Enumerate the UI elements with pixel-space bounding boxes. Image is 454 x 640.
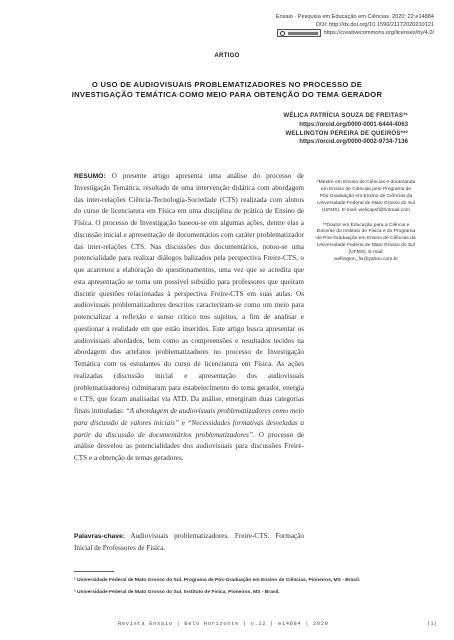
category-two: “Necessidades formativas desveladas a partir da discussão de documentários problematizadores”: [74, 418, 304, 439]
journal-citation: Ensaio · Pesquisa em Educação em Ciências. 2020; 22:e14884: [275, 14, 434, 20]
author-note-1: *Mestre em Ensino de Ciências e doutoranda em Ensino de Ciências pelo Programa de Pós-Graduação em Ensino de Ciências da Universidade Federal de Mato Grosso do Sul (UFMS). E-mail: welicapsf@hotmail.com: [316, 180, 416, 213]
abstract-label: RESUMO:: [74, 173, 106, 180]
section-label: ARTIGO: [214, 52, 240, 59]
category-one: “A abordagem de audiovisuais problematizadores como meio para discussão de valores iniciais”: [74, 407, 304, 427]
keywords: [74, 531, 304, 555]
journal-header: [276, 13, 434, 37]
footnote-1: ¹ Universidade Federal de Mato Grosso do Sul, Programa de Pós-Graduação em Ensino de Ciências, Pioneiros, MS - Brasil.: [74, 578, 361, 583]
author-note-2: **Doutor em Educação para a Ciência e Docente do Instituto de Física e do Programa de Pós-Graduação em Ensino de Ciências da Universidade Federal de Mato Grosso do Sul (UFMS). E-mail: wellington_fis@yahoo.com.br: [316, 222, 416, 263]
license-link[interactable]: https://creativecommons.org/licenses/by/4.0/: [323, 30, 434, 36]
author-name: WELLINGTON PEREIRA DE QUEIRÓS**²: [285, 129, 408, 137]
license-row: [276, 29, 434, 37]
orcid-link[interactable]: https://orcid.org/0000-0001-6444-4063: [299, 120, 408, 128]
page-number: |1|: [427, 620, 437, 627]
page-footer: Revista Ensaio | Belo Horizonte | v.22 | e14884 | 2020: [118, 620, 329, 627]
abstract: [74, 171, 304, 465]
doi-link[interactable]: DOI: http://dx.doi.org/10.1590/21172020210121: [315, 22, 434, 28]
author-block: [283, 112, 408, 147]
article-title: O USO DE AUDIOVISUAIS PROBLEMATIZADORES NO PROCESSO DE INVESTIGAÇÃO TEMÁTICA COMO MEIO PARA OBTENÇÃO DO TEMA GERADOR: [71, 80, 383, 100]
author-name: WÉLICA PATRÍCIA SOUZA DE FREITAS*¹: [283, 112, 408, 119]
abstract-text: O presente artigo apresenta uma análise do processo de Investigação Temática, resultado de uma intervenção didática com abordagem das inter-relações Ciência-Tecnologia-Sociedade (CTS) realizada com alunos do curso de licenciatura em Física em uma disciplina de prática de Ensino de Física. O processo de Investigação baseou-se em algumas ações, dentre elas a discussão inicial e apresentação de documentários com caráter problematizador das inter-relações CTS. Nas discussões dos documentários, notou-se uma potencialidade para realizar diálogos balizados pela perspectiva Freire-CTS, o que acarretou a elaboração de questionamentos, uma vez que se acredita que esta apresentação se torna um possível subsídio para professores que queiram discutir questões relacionadas à perspectiva Freire-CTS em suas aulas. Os audiovisuais problematizadores descritos caracterizam-se como um meio para potencializar a reflexão e senso crítico nos sujeitos, a fim de analisar e questionar a realidade em que estão inseridos. Este artigo busca apresentar os audiovisuais abordados, bem como as compreensões e resultados tecidos na abordagem dos artefatos problematizadores no processo de Investigação Temática com os estudantes do curso de licenciatura em Física. As ações realizadas (discussão inicial e apresentação dos audiovisuais problematizadores) culminaram para estabelecimento do tema gerador, energia e CTS, que foram analisadas via ATD. Da análise, emergiram duas categorias finais intituladas:: [74, 172, 304, 415]
abstract-conclusion: . O processo de análise desvelou as potencialidades dos audiovisuais para discussões Freire-CTS e a obtenção de temas geradores.: [74, 430, 304, 462]
footnote-divider: [74, 571, 114, 572]
keywords-text: Audiovisuais problematizadores. Freire-CTS. Formação Inicial de Professores de Física.: [74, 532, 304, 552]
abstract-connector: e: [178, 418, 188, 427]
creative-commons-badge-icon: [277, 29, 321, 37]
footnote-2: ² Universidade Federal de Mato Grosso do Sul, Instituto de Física, Pioneiros, MS - Brasil.: [74, 590, 280, 595]
orcid-link[interactable]: https://orcid.org/0000-0002-9734-7136: [299, 138, 408, 146]
keywords-label: Palavras-chave:: [74, 533, 125, 540]
author-notes: [316, 180, 416, 264]
